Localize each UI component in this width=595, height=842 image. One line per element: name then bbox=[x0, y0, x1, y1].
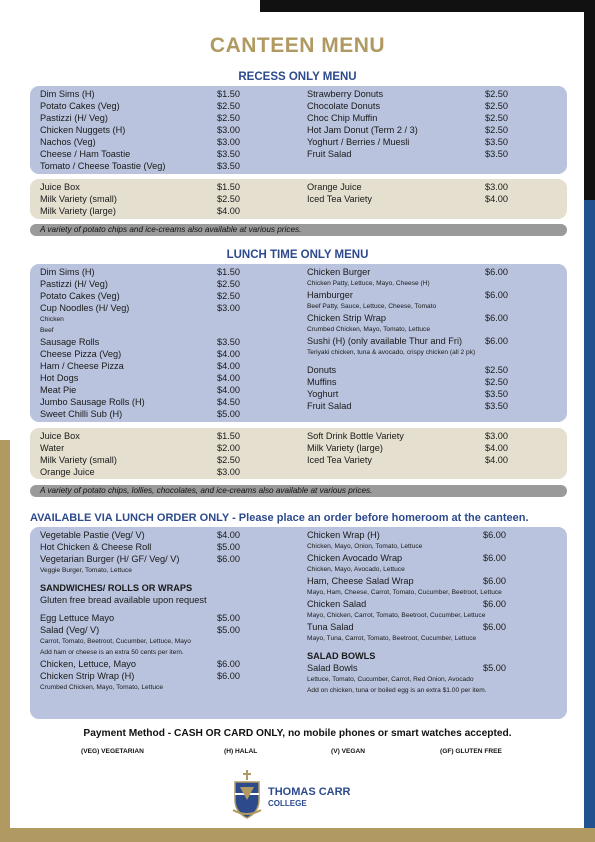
menu-item bbox=[40, 372, 270, 384]
recess-note bbox=[30, 224, 567, 236]
item-name: Chicken Wrap (H) bbox=[307, 530, 380, 540]
item-name: Salad (Veg/ V) bbox=[40, 625, 100, 635]
item-name: Pastizzi (H/ Veg) bbox=[40, 279, 108, 289]
item-name: Iced Tea Variety bbox=[307, 455, 373, 465]
item-name: Potato Cakes (Veg) bbox=[40, 101, 120, 111]
item-name: Salad Bowls bbox=[307, 663, 358, 673]
menu-item bbox=[307, 266, 557, 278]
menu-item bbox=[307, 112, 557, 124]
menu-item bbox=[307, 650, 557, 662]
item-name: Chicken Burger bbox=[307, 267, 371, 277]
item-name: Chicken Avocado Wrap bbox=[307, 553, 403, 563]
lunch-food-right bbox=[307, 266, 557, 412]
item-name: Hamburger bbox=[307, 290, 353, 300]
menu-item bbox=[40, 529, 280, 541]
item-price: $3.00 bbox=[485, 182, 508, 192]
item-name: Beef Patty, Sauce, Lettuce, Cheese, Tomato bbox=[307, 303, 437, 310]
item-name: Yoghurt / Berries / Muesli bbox=[307, 137, 410, 147]
menu-item bbox=[40, 594, 280, 606]
menu-item bbox=[40, 624, 280, 636]
item-price: $2.00 bbox=[217, 443, 240, 453]
item-description bbox=[307, 347, 557, 358]
item-name: SALAD BOWLS bbox=[307, 651, 376, 661]
item-name: Milk Variety (small) bbox=[40, 455, 117, 465]
item-name: Chicken Strip Wrap bbox=[307, 313, 386, 323]
item-description bbox=[40, 636, 280, 647]
lunch-note-text: A variety of potato chips, lollies, chocolates, and ice-creams also available at various prices. bbox=[40, 486, 373, 495]
item-price: $3.00 bbox=[217, 303, 240, 313]
item-name: Chicken Strip Wrap (H) bbox=[40, 671, 135, 681]
menu-item bbox=[40, 658, 280, 670]
item-name: Chocolate Donuts bbox=[307, 101, 381, 111]
item-name: Potato Cakes (Veg) bbox=[40, 291, 120, 301]
item-price: $6.00 bbox=[483, 599, 506, 609]
menu-item bbox=[40, 193, 270, 205]
item-price: $6.00 bbox=[485, 290, 508, 300]
frame-black-right bbox=[584, 0, 595, 200]
item-name: Chicken Salad bbox=[307, 599, 367, 609]
item-price: $2.50 bbox=[217, 279, 240, 289]
menu-item bbox=[307, 529, 557, 541]
item-price: $2.50 bbox=[217, 113, 240, 123]
menu-item bbox=[40, 348, 270, 360]
recess-heading: RECESS ONLY MENU bbox=[238, 71, 357, 83]
item-price: $2.50 bbox=[485, 89, 508, 99]
item-name: Add ham or cheese is an extra 50 cents per item. bbox=[40, 649, 184, 656]
item-price: $3.50 bbox=[217, 337, 240, 347]
item-name: Mayo, Tuna, Carrot, Tomato, Beetroot, Cucumber, Lettuce bbox=[307, 635, 477, 642]
item-price: $6.00 bbox=[483, 553, 506, 563]
item-price: $2.50 bbox=[485, 113, 508, 123]
menu-item bbox=[307, 136, 557, 148]
item-description bbox=[307, 301, 557, 312]
item-price: $6.00 bbox=[483, 622, 506, 632]
menu-item bbox=[40, 541, 280, 553]
menu-item bbox=[40, 181, 270, 193]
lunch-food-left bbox=[40, 266, 270, 420]
item-price: $2.50 bbox=[485, 377, 508, 387]
menu-item bbox=[307, 575, 557, 587]
lunch-drinks-left bbox=[40, 430, 270, 478]
menu-item bbox=[40, 670, 280, 682]
menu-item bbox=[307, 454, 557, 466]
item-price: $6.00 bbox=[483, 576, 506, 586]
item-price: $3.00 bbox=[485, 431, 508, 441]
item-name: Cup Noodles (H/ Veg) bbox=[40, 303, 130, 313]
menu-item bbox=[40, 88, 270, 100]
item-name: Chicken, Mayo, Onion, Tomato, Lettuce bbox=[307, 543, 423, 550]
recess-drinks-panel bbox=[30, 179, 567, 219]
item-name: Hot Jam Donut (Term 2 / 3) bbox=[307, 125, 418, 135]
item-name: Water bbox=[40, 443, 65, 453]
item-name: Meat Pie bbox=[40, 385, 77, 395]
frame-gold-bottom bbox=[0, 828, 595, 842]
item-name: Chicken Patty, Lettuce, Mayo, Cheese (H) bbox=[307, 280, 430, 287]
item-description bbox=[40, 682, 280, 693]
item-description bbox=[307, 541, 557, 552]
lunch-drinks-panel bbox=[30, 428, 567, 479]
legend-vegan: (V) VEGAN bbox=[331, 748, 366, 755]
lunch-food-panel bbox=[30, 264, 567, 422]
item-name: Sausage Rolls bbox=[40, 337, 100, 347]
menu-item bbox=[307, 388, 557, 400]
item-name: Tomato / Cheese Toastie (Veg) bbox=[40, 161, 166, 171]
payment-method: Payment Method - CASH OR CARD ONLY, no mobile phones or smart watches accepted. bbox=[83, 728, 512, 739]
order-panel bbox=[30, 527, 567, 719]
menu-item bbox=[307, 376, 557, 388]
item-description bbox=[40, 314, 270, 325]
item-name: Gluten free bread available upon request bbox=[40, 595, 207, 605]
item-name: Yoghurt bbox=[307, 389, 339, 399]
item-name: Milk Variety (large) bbox=[40, 206, 116, 216]
item-description bbox=[307, 587, 557, 598]
menu-item bbox=[40, 124, 270, 136]
item-price: $2.50 bbox=[217, 291, 240, 301]
menu-item bbox=[40, 148, 270, 160]
menu-item bbox=[307, 88, 557, 100]
recess-food-left bbox=[40, 88, 270, 172]
item-name: Orange Juice bbox=[40, 467, 95, 477]
recess-drinks-left bbox=[40, 181, 270, 217]
menu-item bbox=[40, 466, 270, 478]
menu-item bbox=[40, 612, 280, 624]
menu-item bbox=[307, 193, 557, 205]
menu-item bbox=[307, 181, 557, 193]
item-name: Tuna Salad bbox=[307, 622, 354, 632]
item-name: Sushi (H) (only available Thur and Fri) bbox=[307, 336, 463, 346]
item-price: $3.50 bbox=[217, 161, 240, 171]
item-price: $6.00 bbox=[485, 313, 508, 323]
item-description bbox=[40, 325, 270, 336]
item-price: $1.50 bbox=[217, 182, 240, 192]
item-name: Teriyaki chicken, tuna & avocado, crispy chicken (all 2 pk) bbox=[307, 349, 476, 356]
menu-item bbox=[40, 302, 270, 314]
item-price: $4.00 bbox=[217, 206, 240, 216]
lunch-heading: LUNCH TIME ONLY MENU bbox=[226, 249, 369, 261]
item-name: Beef bbox=[40, 327, 54, 334]
item-price: $3.50 bbox=[217, 149, 240, 159]
item-name: Vegetable Pastie (Veg/ V) bbox=[40, 530, 145, 540]
item-name: Dim Sims (H) bbox=[40, 267, 95, 277]
item-description bbox=[307, 324, 557, 335]
item-name: Crumbed Chicken, Mayo, Tomato, Lettuce bbox=[40, 684, 164, 691]
legend-halal: (H) HALAL bbox=[224, 748, 258, 755]
menu-item bbox=[40, 290, 270, 302]
item-name: Mayo, Chicken, Carrot, Tomato, Beetroot, Cucumber, Lettuce bbox=[307, 612, 486, 619]
item-price: $4.00 bbox=[217, 530, 240, 540]
order-right bbox=[307, 529, 557, 696]
order-left bbox=[40, 529, 280, 693]
menu-item bbox=[307, 148, 557, 160]
menu-item bbox=[40, 160, 270, 172]
menu-item bbox=[40, 582, 280, 594]
item-price: $4.00 bbox=[217, 373, 240, 383]
item-name: Milk Variety (small) bbox=[40, 194, 117, 204]
menu-item bbox=[40, 100, 270, 112]
item-price: $4.00 bbox=[485, 194, 508, 204]
item-price: $3.00 bbox=[217, 137, 240, 147]
item-name: Egg Lettuce Mayo bbox=[40, 613, 115, 623]
item-price: $3.50 bbox=[485, 389, 508, 399]
item-price: $4.00 bbox=[217, 385, 240, 395]
menu-item bbox=[307, 100, 557, 112]
item-description bbox=[307, 685, 557, 696]
item-price: $5.00 bbox=[217, 409, 240, 419]
menu-item bbox=[40, 112, 270, 124]
item-price: $6.00 bbox=[217, 671, 240, 681]
menu-item bbox=[307, 124, 557, 136]
menu-item bbox=[40, 408, 270, 420]
item-name: Strawberry Donuts bbox=[307, 89, 384, 99]
item-price: $5.00 bbox=[217, 625, 240, 635]
item-name: Muffins bbox=[307, 377, 337, 387]
item-price: $4.00 bbox=[217, 349, 240, 359]
item-name: Chicken bbox=[40, 316, 64, 323]
menu-item bbox=[307, 621, 557, 633]
item-name: Iced Tea Variety bbox=[307, 194, 373, 204]
item-description bbox=[307, 610, 557, 621]
item-name: Carrot, Tomato, Beetroot, Cucumber, Lettuce, Mayo bbox=[40, 638, 191, 645]
item-price: $1.50 bbox=[217, 431, 240, 441]
item-description bbox=[307, 674, 557, 685]
item-name: Chicken Nuggets (H) bbox=[40, 125, 126, 135]
item-price: $1.50 bbox=[217, 89, 240, 99]
item-name: Jumbo Sausage Rolls (H) bbox=[40, 397, 145, 407]
item-name: Veggie Burger, Tomato, Lettuce bbox=[40, 567, 132, 574]
menu-item bbox=[40, 136, 270, 148]
menu-item bbox=[307, 662, 557, 674]
item-name: Donuts bbox=[307, 365, 337, 375]
item-price: $6.00 bbox=[217, 554, 240, 564]
item-price: $3.50 bbox=[485, 137, 508, 147]
recess-food-panel bbox=[30, 86, 567, 174]
item-name: Add on chicken, tuna or boiled egg is an extra $1.00 per item. bbox=[307, 687, 487, 694]
item-name: Hot Chicken & Cheese Roll bbox=[40, 542, 152, 552]
logo-line2: COLLEGE bbox=[268, 799, 307, 808]
item-price: $4.50 bbox=[217, 397, 240, 407]
item-price: $3.50 bbox=[485, 401, 508, 411]
order-heading: AVAILABLE VIA LUNCH ORDER ONLY - Please place an order before homeroom at the canteen. bbox=[30, 512, 529, 524]
item-name: SANDWICHES/ ROLLS OR WRAPS bbox=[40, 583, 193, 593]
item-description bbox=[307, 564, 557, 575]
item-name: Orange Juice bbox=[307, 182, 362, 192]
legend-vegetarian: (VEG) VEGETARIAN bbox=[81, 748, 144, 755]
item-name: Choc Chip Muffin bbox=[307, 113, 378, 123]
item-name: Chicken, Lettuce, Mayo bbox=[40, 659, 137, 669]
item-price: $1.50 bbox=[217, 267, 240, 277]
item-name: Chicken, Mayo, Avocado, Lettuce bbox=[307, 566, 405, 573]
item-name: Fruit Salad bbox=[307, 149, 352, 159]
menu-item bbox=[40, 454, 270, 466]
item-price: $2.50 bbox=[217, 101, 240, 111]
menu-item bbox=[40, 360, 270, 372]
item-price: $5.00 bbox=[483, 663, 506, 673]
recess-note-text: A variety of potato chips and ice-creams also available at various prices. bbox=[40, 225, 302, 234]
item-name: Fruit Salad bbox=[307, 401, 352, 411]
menu-item bbox=[307, 430, 557, 442]
item-price: $4.00 bbox=[217, 361, 240, 371]
menu-item bbox=[40, 442, 270, 454]
item-name: Hot Dogs bbox=[40, 373, 79, 383]
item-name: Mayo, Ham, Cheese, Carrot, Tomato, Cucumber, Beetroot, Lettuce bbox=[307, 589, 502, 596]
item-name: Lettuce, Tomato, Cucumber, Carrot, Red Onion, Avocado bbox=[307, 676, 474, 683]
menu-item bbox=[307, 442, 557, 454]
item-name: Soft Drink Bottle Variety bbox=[307, 431, 404, 441]
item-name: Cheese / Ham Toastie bbox=[40, 149, 131, 159]
menu-item bbox=[307, 289, 557, 301]
item-name: Juice Box bbox=[40, 182, 80, 192]
item-price: $5.00 bbox=[217, 613, 240, 623]
item-price: $2.50 bbox=[485, 125, 508, 135]
item-description bbox=[307, 633, 557, 644]
recess-drinks-right bbox=[307, 181, 557, 205]
item-price: $4.00 bbox=[485, 455, 508, 465]
college-crest-icon bbox=[231, 770, 263, 820]
item-description bbox=[40, 647, 280, 658]
item-name: Ham, Cheese Salad Wrap bbox=[307, 576, 414, 586]
item-price: $6.00 bbox=[485, 267, 508, 277]
item-price: $2.50 bbox=[485, 365, 508, 375]
recess-food-right bbox=[307, 88, 557, 160]
item-name: Nachos (Veg) bbox=[40, 137, 96, 147]
item-price: $2.50 bbox=[485, 101, 508, 111]
page-title: CANTEEN MENU bbox=[209, 34, 386, 57]
frame-blue-right bbox=[584, 200, 595, 842]
menu-item bbox=[307, 552, 557, 564]
menu-item bbox=[40, 336, 270, 348]
item-name: Cheese Pizza (Veg) bbox=[40, 349, 122, 359]
item-description bbox=[307, 278, 557, 289]
item-name: Pastizzi (H/ Veg) bbox=[40, 113, 108, 123]
item-price: $4.00 bbox=[485, 443, 508, 453]
menu-item bbox=[40, 430, 270, 442]
college-logo bbox=[231, 770, 371, 820]
frame-gold-left bbox=[0, 440, 10, 842]
item-name: Crumbed Chicken, Mayo, Tomato, Lettuce bbox=[307, 326, 431, 333]
item-price: $3.00 bbox=[217, 467, 240, 477]
item-name: Dim Sims (H) bbox=[40, 89, 95, 99]
item-description bbox=[40, 565, 280, 576]
menu-item bbox=[40, 396, 270, 408]
item-name: Ham / Cheese Pizza bbox=[40, 361, 124, 371]
item-price: $6.00 bbox=[483, 530, 506, 540]
item-price: $3.50 bbox=[485, 149, 508, 159]
menu-item bbox=[307, 598, 557, 610]
item-name: Sweet Chilli Sub (H) bbox=[40, 409, 123, 419]
menu-item bbox=[307, 400, 557, 412]
item-name: Milk Variety (large) bbox=[307, 443, 383, 453]
item-name: Vegetarian Burger (H/ GF/ Veg/ V) bbox=[40, 554, 180, 564]
item-price: $6.00 bbox=[217, 659, 240, 669]
legend-gluten-free: (GF) GLUTEN FREE bbox=[440, 748, 502, 755]
item-price: $2.50 bbox=[217, 455, 240, 465]
menu-item bbox=[40, 384, 270, 396]
item-price: $3.00 bbox=[217, 125, 240, 135]
logo-line1: THOMAS CARR bbox=[268, 786, 351, 798]
menu-item bbox=[40, 278, 270, 290]
menu-item bbox=[307, 335, 557, 347]
lunch-drinks-right bbox=[307, 430, 557, 466]
menu-item bbox=[40, 553, 280, 565]
frame-black-top bbox=[260, 0, 595, 12]
item-name: Juice Box bbox=[40, 431, 80, 441]
menu-item bbox=[307, 312, 557, 324]
menu-item bbox=[40, 205, 270, 217]
menu-item bbox=[40, 266, 270, 278]
lunch-note bbox=[30, 485, 567, 497]
item-price: $6.00 bbox=[485, 336, 508, 346]
item-price: $2.50 bbox=[217, 194, 240, 204]
menu-item bbox=[307, 364, 557, 376]
item-price: $5.00 bbox=[217, 542, 240, 552]
